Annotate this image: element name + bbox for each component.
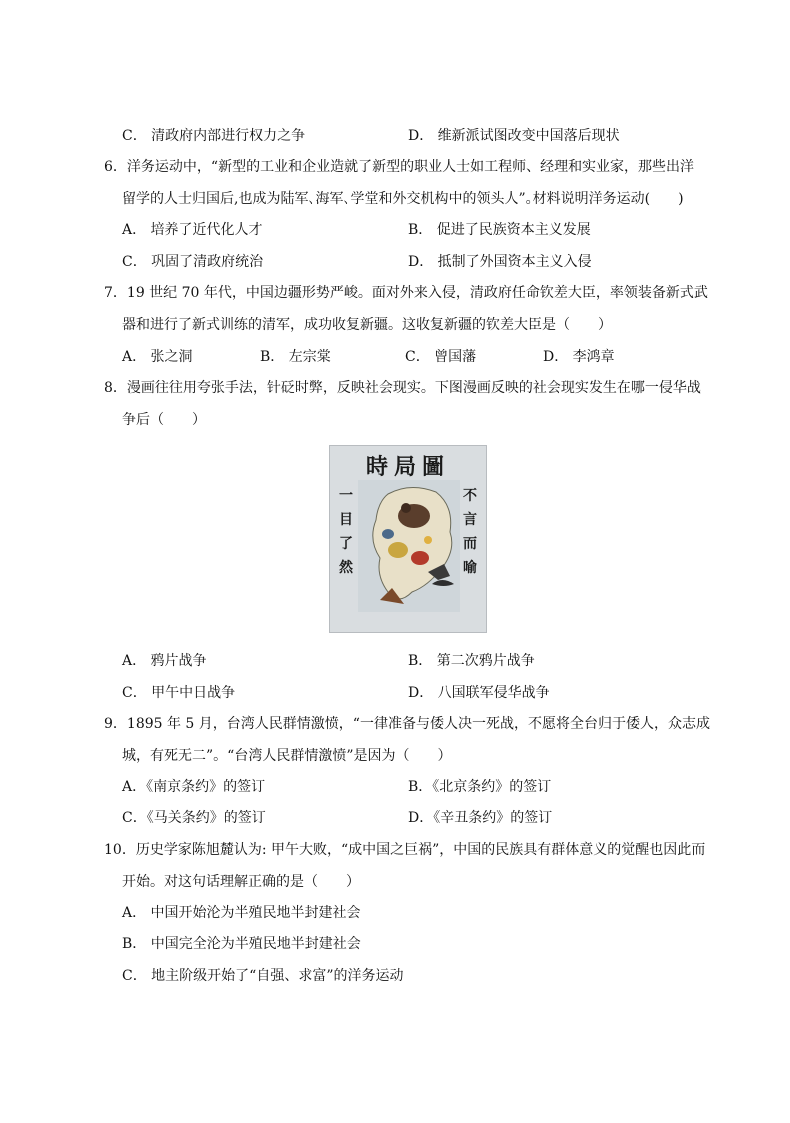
q10-stem-line1: 10．历史学家陈旭麓认为: 甲午大败，“成中国之巨祸”，中国的民族具有群体意义的觉醒也因此而	[104, 842, 706, 858]
cartoon-right-text: 不 言 而 喻	[463, 488, 477, 576]
q10-option-c: C． 地主阶级开始了“自强、求富”的洋务运动	[122, 968, 404, 984]
q8-stem-line1: 8．漫画往往用夸张手法，针砭时弊，反映社会现实。下图漫画反映的社会现实发生在哪一侵华战	[104, 380, 701, 396]
q8-stem-line2: 争后（ ）	[122, 412, 206, 428]
q10-stem-line2: 开始。对这句话理解正确的是（ ）	[122, 874, 360, 890]
q8-option-b: B． 第二次鸦片战争	[408, 653, 535, 669]
cartoon-left-text: 一 目 了 然	[339, 488, 353, 576]
q10-option-a: A． 中国开始沦为半殖民地半封建社会	[122, 905, 361, 921]
q8-option-d: D． 八国联军侵华战争	[408, 685, 550, 701]
q5-option-d: D． 维新派试图改变中国落后现状	[408, 128, 620, 144]
q7-option-a: A． 张之洞	[122, 349, 193, 365]
q6-option-b: B． 促进了民族资本主义发展	[408, 222, 591, 238]
q5-option-c: C． 清政府内部进行权力之争	[122, 128, 306, 144]
q7-option-b: B． 左宗棠	[260, 349, 331, 365]
q6-stem-line1: 6．洋务运动中，“新型的工业和企业造就了新型的职业人士如工程师、经理和实业家，那些出洋	[104, 159, 695, 175]
q6-stem-line2: 留学的人士归国后,也成为陆军､海军､学堂和外交机构中的领头人”｡材料说明洋务运动( )	[122, 191, 684, 207]
q6-option-c: C． 巩固了清政府统治	[122, 254, 264, 270]
q7-option-d: D． 李鸿章	[543, 349, 615, 365]
q9-stem-line1: 9．1895 年 5 月，台湾人民群情激愤，“一律准备与倭人决一死战，不愿将全台归于倭人，众志成	[104, 716, 710, 732]
cartoon-figure	[329, 445, 487, 633]
q6-option-d: D． 抵制了外国资本主义入侵	[408, 254, 592, 270]
q6-option-a: A． 培养了近代化人才	[122, 222, 263, 238]
q9-stem-line2: 城，有死无二”。“台湾人民群情激愤”是因为（ ）	[122, 748, 452, 764]
cartoon-map-illustration	[358, 480, 460, 612]
q10-option-b: B． 中国完全沦为半殖民地半封建社会	[122, 936, 361, 952]
q9-option-c: C．《马关条约》的签订	[122, 810, 266, 826]
q9-option-a: A．《南京条约》的签订	[122, 779, 266, 795]
q9-option-b: B．《北京条约》的签订	[408, 779, 552, 795]
cartoon-title: 時局圖	[365, 454, 450, 480]
q7-stem-line1: 7．19 世纪 70 年代，中国边疆形势严峻。面对外来入侵，清政府任命钦差大臣，率领装备新式武	[104, 285, 708, 301]
q8-option-a: A． 鸦片战争	[122, 653, 207, 669]
q9-option-d: D．《辛丑条约》的签订	[408, 810, 553, 826]
q7-option-c: C． 曾国藩	[405, 349, 477, 365]
q8-option-c: C． 甲午中日战争	[122, 685, 236, 701]
q7-stem-line2: 器和进行了新式训练的清军，成功收复新疆。这收复新疆的钦差大臣是（ ）	[122, 317, 612, 333]
